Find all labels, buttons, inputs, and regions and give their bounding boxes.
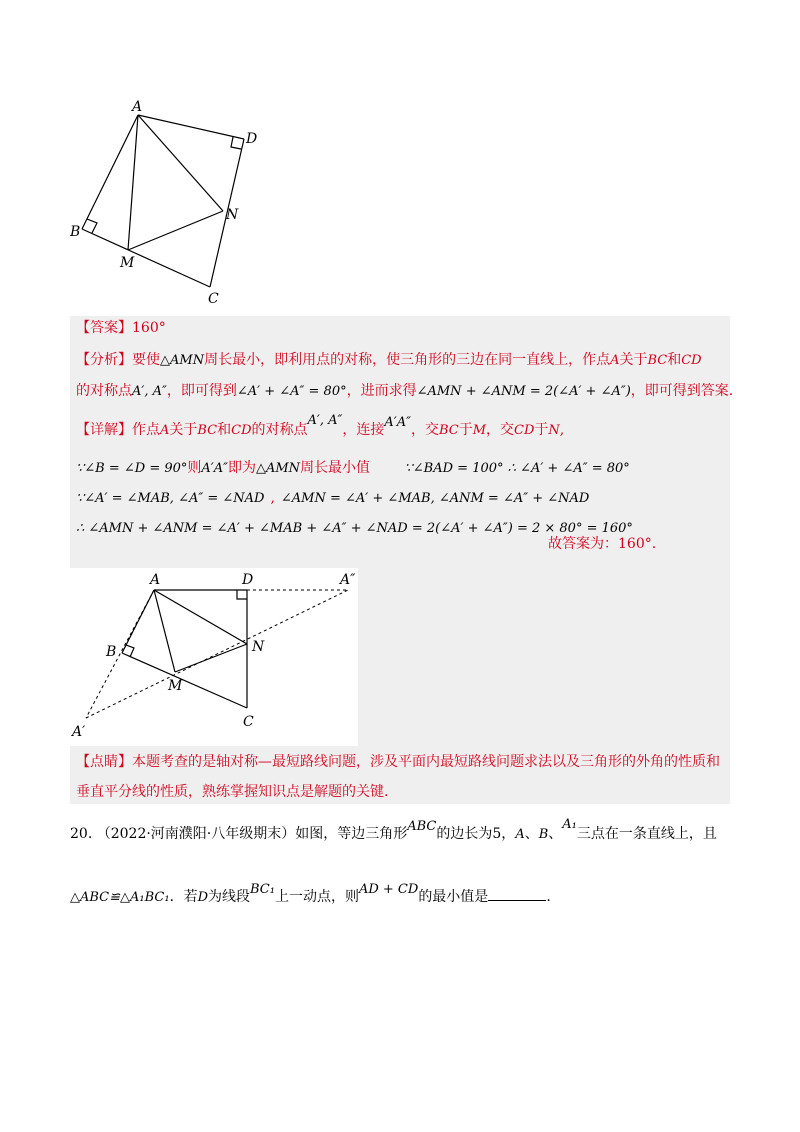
analysis-math: BC: [647, 353, 668, 368]
question-line-2: [70, 882, 551, 908]
question-text: 为线段: [208, 889, 251, 905]
comment-line-2: 垂直平分线的性质，熟练掌握知识点是解题的关键.: [76, 784, 389, 800]
question-math: △ABC≌△A₁BC₁: [70, 890, 170, 905]
fig1-label-m: M: [120, 255, 135, 271]
detail-line-2: [76, 458, 630, 479]
question-math: D: [197, 890, 209, 905]
analysis-text: ，即可得到答案.: [630, 383, 734, 399]
fig1-label-n: N: [226, 207, 239, 223]
detail-math: ∠AMN = ∠A′ + ∠MAB, ∠ANM = ∠A″ + ∠NAD: [280, 491, 590, 506]
fig2-label-a: A: [150, 572, 161, 588]
detail-text: 即为: [227, 460, 256, 476]
detail-tag: 【详解】: [76, 422, 132, 438]
question-text: 的最小值是: [418, 889, 489, 905]
question-number: 20.: [70, 826, 93, 842]
question-math: A₁: [562, 817, 577, 832]
figure-reflection: [70, 568, 358, 746]
question-math: AD + CD: [358, 882, 419, 897]
fig2-label-b: B: [106, 644, 117, 660]
answer-value: 160°: [132, 320, 166, 336]
detail-text: 周长最小值: [300, 460, 371, 476]
detail-math: A′, A″: [307, 413, 343, 428]
analysis-line-1: [76, 350, 702, 371]
analysis-math: △AMN: [160, 353, 205, 368]
analysis-text: 和: [667, 352, 682, 368]
detail-math: ∴ ∠AMN + ∠ANM = ∠A′ + ∠MAB + ∠A″ + ∠NAD = 2(∠A′ + ∠A″) = 2 × 80° = 160°: [76, 521, 633, 536]
detail-text: 于: [534, 422, 549, 438]
analysis-math: A: [610, 353, 620, 368]
answer-line: [76, 318, 166, 338]
answer-blank[interactable]: [488, 886, 546, 901]
analysis-text: 的对称点: [76, 383, 132, 399]
analysis-math: A′, A″: [132, 384, 167, 399]
analysis-math: CD: [681, 353, 702, 368]
question-math: BC₁: [250, 882, 275, 897]
detail-line-1: [76, 413, 565, 441]
detail-text: ，交: [410, 422, 439, 438]
detail-math: BC: [438, 423, 459, 438]
fig2-label-a-prime: A′: [72, 724, 86, 740]
fig2-label-d: D: [242, 572, 254, 588]
fig1-label-a: A: [132, 99, 143, 115]
comment-tag: 【点睛】: [76, 754, 132, 770]
question-math: A: [515, 827, 525, 842]
detail-math: BC: [197, 423, 218, 438]
fig1-label-c: C: [208, 291, 219, 305]
detail-text: ，连接: [342, 422, 385, 438]
analysis-text: 要使: [132, 352, 160, 368]
analysis-line-2: [76, 381, 733, 402]
analysis-text: ，即可得到: [166, 383, 237, 399]
analysis-text: 周长最小，即利用点的对称，使三角形的三边在同一直线上，作点: [204, 352, 611, 368]
detail-text: 则: [187, 460, 202, 476]
detail-text: 的对称点: [251, 422, 308, 438]
comment-text: 本题考查的是轴对称—最短路线问题，涉及平面内最短路线问题求法以及三角形的外角的性质和: [132, 754, 720, 770]
question-math: ABC: [407, 819, 437, 834]
answer-tag: 【答案】: [76, 320, 132, 336]
detail-line-3: [76, 488, 589, 509]
analysis-math: ∠A′ + ∠A″ = 80°: [236, 384, 347, 399]
detail-text: ,: [559, 422, 565, 438]
question-text: ．若: [169, 889, 198, 905]
question-text: （2022·河南濮阳·八年级期末）如图，等边三角形: [96, 826, 408, 842]
fig2-label-c: C: [243, 714, 254, 730]
detail-math: CD: [514, 423, 535, 438]
question-text: 的边长为5，: [436, 826, 516, 842]
detail-math: M: [472, 423, 487, 438]
analysis-math: ∠AMN + ∠ANM = 2(∠A′ + ∠A″): [416, 384, 631, 399]
question-line-1: [70, 817, 717, 845]
detail-text: ，交: [486, 422, 515, 438]
analysis-text: 关于: [619, 352, 648, 368]
question-text: .: [546, 889, 551, 905]
fig2-label-m: M: [168, 678, 183, 694]
detail-text: 于: [458, 422, 473, 438]
question-text: 上一动点，则: [274, 889, 359, 905]
detail-text: 关于: [169, 422, 198, 438]
question-text: 、: [524, 826, 539, 842]
question-text: 、: [548, 826, 563, 842]
analysis-text: ，进而求得: [346, 383, 417, 399]
fig1-label-d: D: [246, 131, 258, 147]
figure-quadrilateral: [60, 95, 280, 305]
detail-text: 作点: [132, 422, 160, 438]
fig2-label-a-double-prime: A″: [340, 572, 356, 588]
detail-math: △AMN: [255, 461, 301, 476]
fig2-label-n: N: [252, 639, 265, 655]
detail-math: A′A″: [201, 461, 228, 476]
detail-math: A: [160, 423, 170, 438]
fig1-label-b: B: [70, 224, 81, 240]
detail-text: ,: [270, 490, 275, 506]
detail-math: N: [548, 423, 560, 438]
question-math: B: [538, 827, 549, 842]
detail-math: ∵∠B = ∠D = 90°: [76, 461, 188, 476]
detail-math: ∵∠A′ = ∠MAB, ∠A″ = ∠NAD: [76, 491, 265, 506]
detail-math: A′A″: [384, 415, 411, 430]
detail-text: 和: [217, 422, 232, 438]
detail-math: ∵∠BAD = 100° ∴ ∠A′ + ∠A″ = 80°: [404, 461, 630, 476]
comment-line-1: [76, 752, 720, 772]
question-text: 三点在一条直线上，且: [576, 826, 717, 842]
detail-conclusion: 故答案为：160°.: [548, 536, 657, 552]
analysis-tag: 【分析】: [76, 352, 132, 368]
detail-math: CD: [231, 423, 252, 438]
